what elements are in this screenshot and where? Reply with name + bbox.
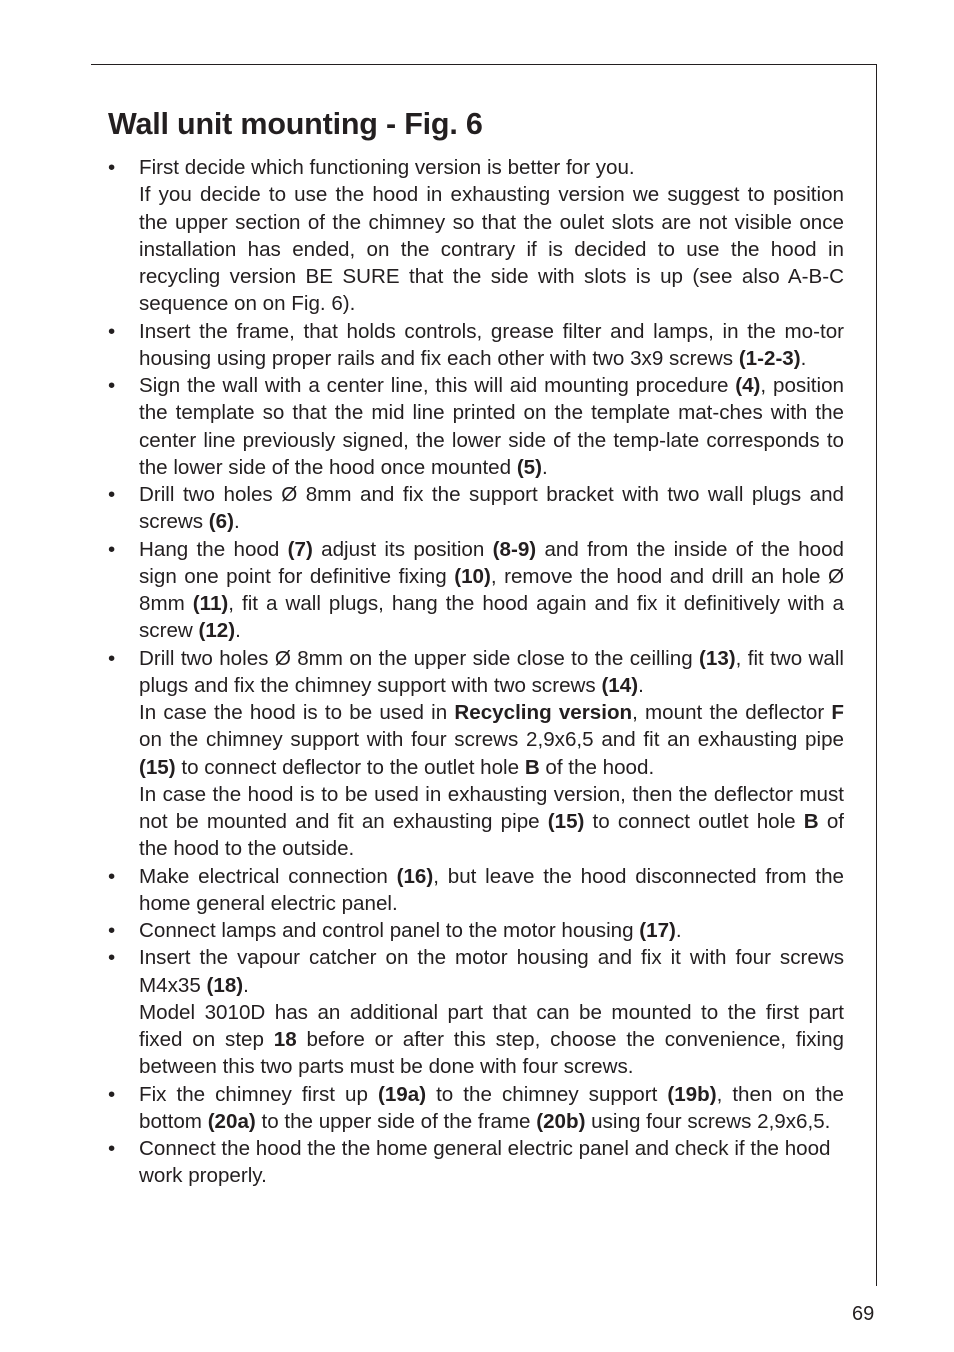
step-text: Sign the wall with a center line, this will aid mounting procedure <box>139 374 736 397</box>
step-text: , then on the bottom <box>139 1082 844 1133</box>
model-note <box>139 999 844 1081</box>
figure-ref: (5) <box>516 455 542 479</box>
step-text: First decide which functioning version is better for you. <box>139 156 635 179</box>
figure-ref: (19a) <box>377 1082 427 1106</box>
step-text: to the chimney support <box>426 1082 668 1106</box>
figure-ref: (15) <box>139 755 176 779</box>
page-title: Wall unit mounting - Fig. 6 <box>108 107 483 141</box>
step-text: . <box>541 455 548 479</box>
step-text: , fit two wall plugs and fix the chimney support with two screws <box>139 646 845 697</box>
step-text: Insert the frame, that holds controls, grease filter and lamps, in the mo-tor housing using proper rails and fix each other with two 3x9 screws <box>139 319 844 370</box>
step-text: to the upper side of the frame <box>255 1109 537 1133</box>
step-text: Connect lamps and control panel to the motor housing <box>139 919 640 942</box>
figure-ref: (14) <box>601 673 639 697</box>
figure-ref: (8-9) <box>492 537 537 561</box>
figure-ref: (20b) <box>536 1109 586 1133</box>
figure-ref: (10) <box>454 564 491 588</box>
part-label: B <box>803 810 819 833</box>
figure-ref: (20a) <box>207 1109 256 1133</box>
step-text: . <box>800 346 807 370</box>
instruction-list <box>108 154 844 1190</box>
figure-ref: (13) <box>699 646 736 670</box>
bullet: • <box>108 319 116 343</box>
figure-ref: (11) <box>192 592 229 615</box>
bullet: • <box>108 646 116 670</box>
step-text: Connect the hood the the home general electric panel and check if the hood work properly. <box>139 1137 831 1188</box>
part-label: B <box>524 755 540 779</box>
step-choose-version <box>108 154 844 318</box>
step-note: If you decide to use the hood in exhausting version we suggest to position the upper section of the chimney so that the oulet slots are not visible once installation has ended, on the contrary if is decided to use the hood in recycling version BE SURE that the side with slots is up (see also A-B-C sequence on on Fig. 6). <box>139 183 844 316</box>
bullet: • <box>108 537 116 561</box>
step-final-check <box>108 1135 844 1190</box>
step-text: , fit a wall plugs, hang the hood again and fix it definitively with a screw <box>139 592 844 643</box>
step-fix-chimney <box>108 1081 844 1136</box>
bullet: • <box>108 864 116 888</box>
step-text: adjust its position <box>312 537 493 561</box>
step-text: Drill two holes Ø 8mm on the upper side close to the ceilling <box>139 646 700 670</box>
part-label: F <box>831 701 845 724</box>
step-text: using four screws 2,9x6,5. <box>585 1109 831 1133</box>
step-text: on the chimney support with four screws 2,9x6,5 and fit an exhausting pipe <box>139 728 844 752</box>
step-vapour-catcher <box>108 944 844 1080</box>
step-text: and from the inside of the hood sign one point for definitive fixing <box>139 537 845 588</box>
step-text: . <box>675 919 682 942</box>
step-insert-frame <box>108 318 844 373</box>
exhausting-note <box>139 781 844 863</box>
step-text: Insert the vapour catcher on the motor housing and fix it with four screws M4x35 <box>139 946 844 997</box>
step-text: , position the template so that the mid line printed on the template mat-ches with the center line previously signed, the lower side of the temp-late corresponds to the lower side of the hood once mounted <box>139 374 844 479</box>
step-text: of the hood. <box>539 755 655 779</box>
step-text: before or after this step, choose the convenience, fixing between this two parts must be done with four screws. <box>139 1028 844 1079</box>
step-drill-bracket <box>108 481 844 536</box>
recycling-note <box>139 699 844 781</box>
step-text: , remove the hood and drill an hole Ø 8mm <box>139 564 844 615</box>
top-rule <box>91 64 877 65</box>
step-text: , but leave the hood disconnected from the home general electric panel. <box>139 864 844 915</box>
figure-ref: (7) <box>287 537 313 561</box>
figure-ref: (12) <box>198 619 236 643</box>
bullet: • <box>108 1082 116 1106</box>
bullet: • <box>108 946 116 970</box>
step-text: Hang the hood <box>139 537 288 561</box>
step-connect-lamps <box>108 917 844 944</box>
bullet: • <box>108 919 116 942</box>
step-sign-wall <box>108 372 844 481</box>
page-number: 69 <box>852 1303 875 1325</box>
step-hang-hood <box>108 536 844 645</box>
step-text: . <box>233 510 240 534</box>
figure-ref: (4) <box>735 374 761 397</box>
step-text: to connect outlet hole <box>584 810 804 833</box>
figure-ref: (6) <box>208 510 234 534</box>
step-text: to connect deflector to the outlet hole <box>175 755 525 779</box>
step-paragraph <box>139 645 844 700</box>
figure-ref: (19b) <box>667 1082 717 1106</box>
instructions-body <box>108 154 844 1190</box>
step-text: Model 3010D has an additional part that can be mounted to the first part fixed on step <box>139 1000 844 1051</box>
right-margin-rule <box>876 64 877 1286</box>
step-text: . <box>243 973 249 997</box>
bullet: • <box>108 156 116 179</box>
step-text: . <box>638 673 644 697</box>
step-chimney-support <box>108 645 844 863</box>
figure-ref: (1-2-3) <box>738 346 801 370</box>
step-text: Fix the chimney first up <box>139 1082 378 1106</box>
figure-ref: (18) <box>206 973 244 997</box>
step-paragraph <box>139 944 844 999</box>
emphasis-text: Recycling version <box>454 701 633 724</box>
step-text: In case the hood is to be used in exhausting version, then the deflector must not be mounted and fit an exhausting pipe <box>139 782 844 833</box>
step-ref: 18 <box>273 1028 297 1051</box>
step-text: , mount the deflector <box>632 701 832 724</box>
bullet: • <box>108 1137 116 1160</box>
figure-ref: (16) <box>396 864 434 888</box>
step-text: Drill two holes Ø 8mm and fix the support bracket with two wall plugs and screws <box>139 483 844 534</box>
step-electrical-connection <box>108 863 844 918</box>
step-text: of the hood to the outside. <box>139 810 845 861</box>
step-text: . <box>235 619 241 643</box>
figure-ref: (17) <box>639 919 676 942</box>
figure-ref: (15) <box>547 810 585 833</box>
step-text: In case the hood is to be used in <box>139 701 455 724</box>
bullet: • <box>108 483 116 506</box>
bullet: • <box>108 374 116 397</box>
step-text: Make electrical connection <box>139 864 397 888</box>
